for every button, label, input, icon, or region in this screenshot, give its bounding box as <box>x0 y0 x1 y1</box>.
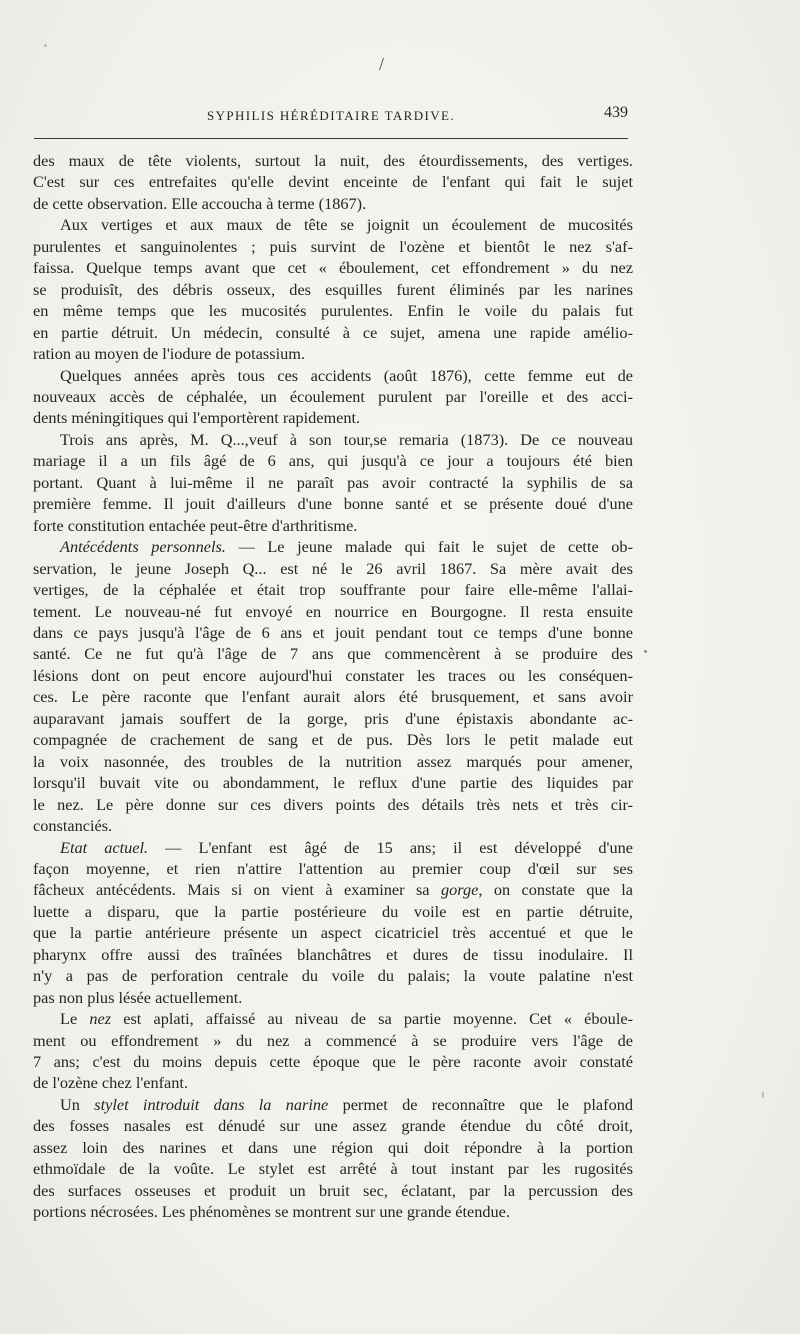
running-title: SYPHILIS HÉRÉDITAIRE TARDIVE. <box>206 108 456 123</box>
paper-speck <box>762 1092 764 1098</box>
text-line: Quelques années après tous ces accidents (août 1876), cette femme eut de <box>60 365 633 385</box>
text-line <box>33 879 633 900</box>
paragraph-7 <box>33 1008 633 1094</box>
text-line: dans ce pays jusqu'à l'âge de 6 ans et jouit pendant tout ce temps d'une bonne <box>33 622 633 642</box>
text-line: en partie détruit. Un médecin, consulté à ce sujet, amena une rapide amélio- <box>33 322 633 342</box>
text-line: première femme. Il jouit d'ailleurs d'une bonne santé et se présente doué d'une <box>33 494 633 514</box>
text-line: lésions dont on peut encore aujourd'hui constater les traces ou les conséquen- <box>33 665 633 685</box>
text-line: lorsqu'il buvait vite ou abondamment, le reflux d'une partie des liquides par <box>33 773 633 793</box>
text-line: portions nécrosées. Les phénomènes se montrent sur une grande étendue. <box>33 1202 510 1222</box>
text-line: le nez. Le père donne sur ces divers points des détails très nets et très cir- <box>33 794 633 814</box>
text-line: purulentes et sanguinolentes ; puis survint de l'ozène et bientôt le nez s'af- <box>33 236 633 256</box>
text-line <box>33 1008 633 1029</box>
text-line: ration au moyen de l'iodure de potassium. <box>33 344 305 364</box>
text-line: n'y a pas de perforation centrale du voile du palais; la voute palatine n'est <box>33 966 633 986</box>
text-line: des surfaces osseuses et produit un bruit sec, éclatant, par la percussion des <box>33 1180 633 1200</box>
text-line: C'est sur ces entrefaites qu'elle devint enceinte de l'enfant qui fait le sujet <box>33 172 633 192</box>
text-run: Un <box>60 1094 95 1114</box>
text-line: santé. Ce ne fut qu'à l'âge de 7 ans que commencèrent à se produire des <box>33 644 633 664</box>
text-line: auparavant jamais souffert de la gorge, pris d'une épistaxis abondante ac- <box>33 708 633 728</box>
text-line: de l'ozène chez l'enfant. <box>33 1073 189 1093</box>
text-line: que la partie antérieure présente un aspect cicatriciel très accentué et que le <box>33 923 633 943</box>
paper-speck <box>644 650 647 653</box>
paragraph-2 <box>33 214 633 364</box>
text-line: forte constitution entachée peut-être d'arthritisme. <box>33 515 358 535</box>
text-line: de cette observation. Elle accoucha à terme (1867). <box>33 193 367 213</box>
text-line: luette a disparu, que la partie postérieure du voile est en partie détruite, <box>33 901 633 921</box>
text-line: nouveaux accès de céphalée, un écoulement purulent par l'oreille et des acci- <box>33 386 633 406</box>
text-line: assez loin des narines et dans une région qui doit répondre à la portion <box>33 1137 633 1157</box>
text-line: compagnée de crachement de sang et de pus. Dès lors le petit malade eut <box>33 730 633 750</box>
text-line: ethmoïdale de la voûte. Le stylet est arrêté à tout instant par les rugosités <box>33 1159 633 1179</box>
text-line: la voix nasonnée, des troubles de la nutrition assez marqués pour amener, <box>33 751 633 771</box>
text-line: se produisît, des débris osseux, des esquilles furent éliminés par les narines <box>33 279 633 299</box>
paper-speck <box>44 44 47 47</box>
text-line <box>33 837 633 858</box>
text-line: constanciés. <box>33 816 113 836</box>
text-run: fâcheux antécédents. Mais si on vient à examiner sa <box>33 880 441 900</box>
text-run: Le <box>60 1009 90 1029</box>
text-line: des fosses nasales est dénudé sur une assez grande étendue du côté droit, <box>33 1116 633 1136</box>
paragraph-5 <box>33 536 633 836</box>
text-line: ces. Le père raconte que l'enfant aurait alors été brusquement, et sans avoir <box>33 687 633 707</box>
text-line: des maux de tête violents, surtout la nuit, des étourdissements, des vertiges. <box>33 151 633 170</box>
paragraph-6 <box>33 837 633 1009</box>
text-line: servation, le jeune Joseph Q... est né le 26 avril 1867. Sa mère avait des <box>33 558 633 578</box>
italic-term: gorge <box>440 880 479 900</box>
text-line: mariage il a un fils âgé de 6 ans, qui jusqu'à ce jour a toujours été bien <box>33 451 633 471</box>
header-rule <box>34 138 628 139</box>
running-head <box>34 104 628 128</box>
text-run: permet de reconnaître que le plafond <box>328 1094 633 1114</box>
paragraph-8 <box>33 1094 633 1223</box>
paragraph-3 <box>33 365 633 429</box>
paragraph-4 <box>33 429 633 536</box>
text-run: — Le jeune malade qui fait le sujet de cette ob- <box>225 537 633 557</box>
paragraph-1 <box>33 150 633 214</box>
body-text <box>33 150 633 1223</box>
text-line: en même temps que les mucosités purulentes. Enfin le voile du palais fut <box>33 301 633 321</box>
text-line: pas non plus lésée actuellement. <box>33 987 243 1007</box>
text-line: Trois ans après, M. Q...,veuf à son tour,se remaria (1873). De ce nouveau <box>60 429 633 449</box>
italic-term: nez <box>89 1009 112 1029</box>
section-heading-etat-actuel: Etat actuel. <box>60 837 149 857</box>
text-line: ment ou effondrement » du nez a commencé à se produire vers l'âge de <box>33 1030 633 1050</box>
text-line <box>33 536 633 557</box>
text-line: dents méningitiques qui l'emportèrent rapidement. <box>33 408 361 428</box>
page-number: 439 <box>604 104 628 121</box>
text-line: portant. Quant à lui-même il ne paraît pas avoir contracté la syphilis de sa <box>33 472 633 492</box>
text-line: 7 ans; c'est du moins depuis cette époque que le père raconte avoir constaté <box>33 1052 633 1072</box>
stray-mark <box>379 58 386 70</box>
italic-term: stylet introduit dans la narine <box>94 1094 329 1114</box>
text-line: Aux vertiges et aux maux de tête se joignit un écoulement de mucosités <box>60 215 633 235</box>
text-run: — L'enfant est âgé de 15 ans; il est développé d'une <box>148 837 633 857</box>
text-line: vertiges, de la céphalée et était trop souffrante pour faire elle-même l'allai- <box>33 580 633 600</box>
text-line <box>33 1094 633 1115</box>
text-line: pharynx offre aussi des traînées blanchâtres et dures de tissu inodulaire. Il <box>33 944 633 964</box>
text-run: , on constate que la <box>478 880 634 900</box>
text-line: tement. Le nouveau-né fut envoyé en nourrice en Bourgogne. Il resta ensuite <box>33 601 633 621</box>
section-heading-antecedents: Antécédents personnels. <box>60 537 226 557</box>
text-line: faissa. Quelque temps avant que cet « éboulement, cet effondrement » du nez <box>33 258 633 278</box>
text-line: façon moyenne, et rien n'attire l'attention au premier coup d'œil sur ses <box>33 858 633 878</box>
text-run: est aplati, affaissé au niveau de sa partie moyenne. Cet « éboule- <box>111 1009 633 1029</box>
